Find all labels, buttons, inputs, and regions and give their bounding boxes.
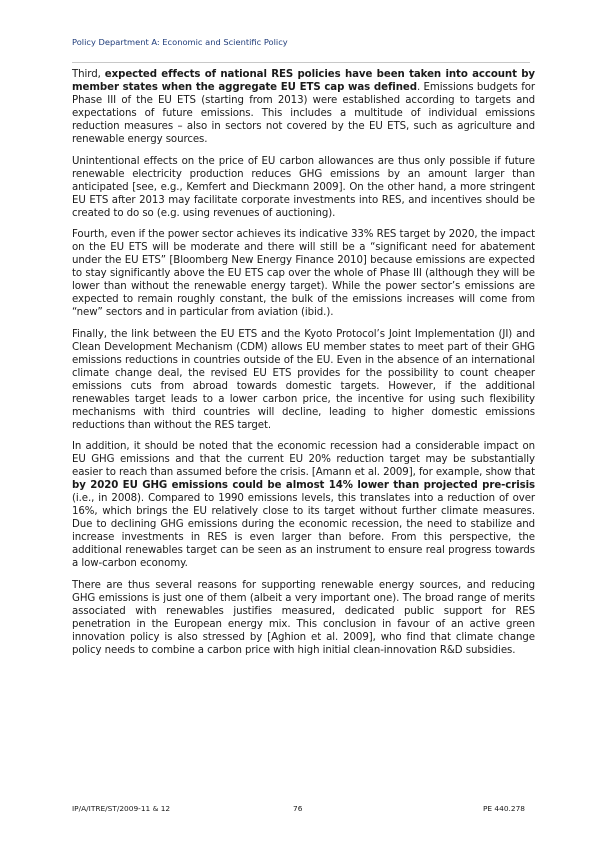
text-run: Unintentional effects on the price of EU carbon allowances are thus only possible if future renewable electricity production reduces GHG emissions by an amount larger than anticipated [see, e.g., Kemfert and Dieckmann 2009]. On the other hand, a more stringent EU ETS after 2013 may facilitate corporate investments into RES, and incentives should be created to do so (e.g. using revenues of auctioning).	[72, 155, 535, 219]
paragraph-third	[72, 68, 535, 146]
text-run: Finally, the link between the EU ETS and the Kyoto Protocol’s Joint Implementation (JI) and Clean Development Mechanism (CDM) allows EU member states to meet part of their GHG emissions reductions in countries outside of the EU. Even in the absence of an international climate change deal, the revised EU ETS provides for the possibility to count cheaper emissions cuts from abroad towards domestic targets. However, if the additional renewables target leads to a lower carbon price, the incentive for using such flexibility mechanisms with third countries will decline, leading to higher domestic emissions reductions than without the RES target.	[72, 328, 535, 431]
paragraph-unintentional-effects	[72, 155, 535, 220]
paragraph-in-addition	[72, 440, 535, 570]
paragraph-fourth	[72, 228, 535, 319]
text-run: (i.e., in 2008). Compared to 1990 emissions levels, this translates into a reduction of over 16%, which brings the EU relatively close to its target without further climate measures. Due to declining GHG emissions during the economic recession, the need to stabilize and increase investments in RES is even larger than before. From this perspective, the additional renewables target can be seen as an instrument to ensure real progress towards a low-carbon economy.	[72, 493, 535, 569]
running-header: Policy Department A: Economic and Scientific Policy	[72, 37, 288, 47]
text-run: . Emissions budgets for Phase III of the EU ETS (starting from 2013) were established according to targets and expectations of future emissions. This includes a multitude of individual emissions reduction measures – also in sectors not covered by the EU ETS, such as agriculture and renewable energy sources.	[72, 82, 535, 145]
bold-text-run: expected effects of national RES policies have been taken into account by member states when the aggregate EU ETS cap was defined	[72, 69, 535, 93]
paragraph-finally	[72, 328, 535, 432]
header-divider	[72, 62, 530, 63]
document-body	[72, 68, 535, 665]
text-run: Third,	[72, 69, 105, 80]
paragraph-conclusion	[72, 579, 535, 657]
page-number: 76	[293, 804, 303, 813]
text-run: Fourth, even if the power sector achieves its indicative 33% RES target by 2020, the impact on the EU ETS will be moderate and there will still be a “significant need for abatement under the EU ETS” [Bloomberg New Energy Finance 2010] because emissions are expected to stay significantly above the EU ETS cap over the whole of Phase III (although they will be lower than without the renewable energy target). While the power sector’s emissions are expected to remain roughly constant, the bulk of the emissions increases will come from “new” sectors and in particular from aviation (ibid.).	[72, 229, 535, 318]
footer-pe-number: PE 440.278	[482, 804, 525, 813]
text-run: There are thus several reasons for supporting renewable energy sources, and reducing GHG emissions is just one of them (albeit a very important one). The broad range of merits associated with renewables justifies measured, dedicated public support for RES penetration in the European energy mix. This conclusion in favour of an active green innovation policy is also stressed by [Aghion et al. 2009], who find that climate change policy needs to combine a carbon price with high initial clean-innovation R&D subsidies.	[72, 579, 535, 656]
footer-reference: IP/A/ITRE/ST/2009-11 & 12	[72, 804, 171, 813]
text-run: In addition, it should be noted that the economic recession had a considerable impact on EU GHG emissions and that the current EU 20% reduction target may be substantially easier to reach than assumed before the crisis. [Amann et al. 2009], for example, show that	[72, 441, 535, 478]
bold-text-run: by 2020 EU GHG emissions could be almost 14% lower than projected pre-crisis	[72, 480, 535, 491]
